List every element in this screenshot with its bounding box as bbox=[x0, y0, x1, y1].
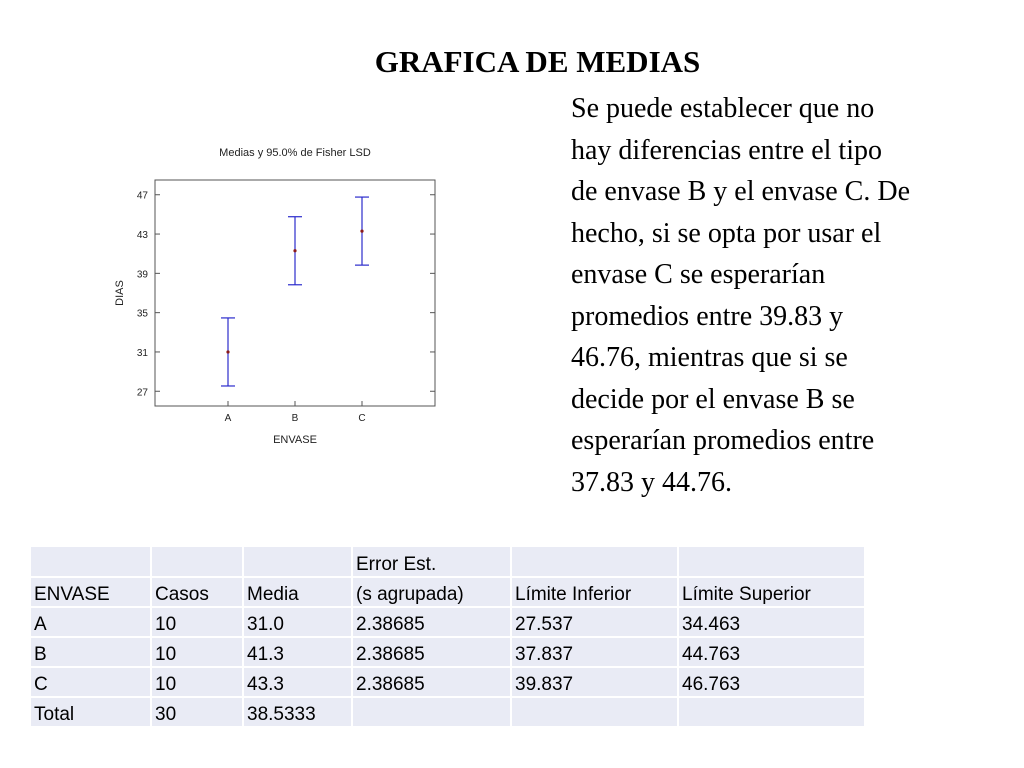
table-cell: 38.5333 bbox=[244, 698, 351, 726]
table-cell: 44.763 bbox=[679, 638, 864, 666]
table-header-cell bbox=[31, 547, 150, 576]
table-cell: Total bbox=[31, 698, 150, 726]
table-header-cell: ENVASE bbox=[31, 578, 150, 606]
body-line: hay diferencias entre el tipo bbox=[571, 134, 882, 166]
x-tick-label: A bbox=[224, 413, 232, 424]
table-header-cell: (s agrupada) bbox=[353, 578, 510, 606]
table-cell: 37.837 bbox=[512, 638, 677, 666]
body-line: envase C se esperarían bbox=[571, 259, 826, 290]
table-cell: 2.38685 bbox=[353, 668, 510, 696]
table-header-cell: Media bbox=[244, 578, 351, 606]
table-cell: B bbox=[31, 638, 150, 666]
body-line: 37.83 y 44.76. bbox=[571, 466, 732, 498]
body-line: de envase B y el envase C. De bbox=[571, 176, 910, 207]
table-header-cell: Error Est. bbox=[353, 547, 510, 576]
body-line: decide por el envase B se bbox=[571, 383, 855, 415]
table-cell: 27.537 bbox=[512, 608, 677, 636]
x-axis bbox=[225, 401, 366, 424]
table-cell: 46.763 bbox=[679, 668, 864, 696]
y-axis bbox=[137, 191, 435, 399]
table-cell: 43.3 bbox=[244, 668, 351, 696]
table-cell bbox=[512, 698, 677, 726]
table-header-row bbox=[31, 578, 864, 606]
table-header-cell bbox=[152, 547, 242, 576]
y-axis-label: DIAS bbox=[114, 280, 126, 306]
table-cell: 31.0 bbox=[244, 608, 351, 636]
table-header-cell: Límite Superior bbox=[679, 578, 864, 606]
table-cell: 2.38685 bbox=[353, 638, 510, 666]
table-header-cell: Casos bbox=[152, 578, 242, 606]
table-header-row bbox=[31, 547, 864, 576]
table-row bbox=[31, 638, 864, 666]
table-header-cell bbox=[679, 547, 864, 576]
table-header-cell: Límite Inferior bbox=[512, 578, 677, 606]
table-cell: 10 bbox=[152, 638, 242, 666]
table-cell: A bbox=[31, 608, 150, 636]
y-tick-label: 43 bbox=[136, 230, 148, 242]
body-line: hecho, si se opta por usar el bbox=[571, 217, 882, 249]
body-line: 46.76, mientras que si se bbox=[571, 342, 848, 373]
mean-point bbox=[226, 350, 229, 353]
body-line: Se puede establecer que no bbox=[571, 93, 875, 124]
y-tick-label: 39 bbox=[136, 269, 148, 281]
table-cell bbox=[679, 698, 864, 726]
y-tick-label: 35 bbox=[136, 308, 148, 320]
table-cell: 41.3 bbox=[244, 638, 351, 666]
x-tick-label: B bbox=[291, 413, 299, 424]
table-header-cell bbox=[512, 547, 677, 576]
table-cell: C bbox=[31, 668, 150, 696]
body-line: esperarían promedios entre bbox=[571, 425, 875, 456]
y-tick-label: 31 bbox=[136, 347, 148, 359]
stats-table bbox=[29, 545, 866, 728]
table-row bbox=[31, 698, 864, 726]
plot-frame bbox=[155, 180, 435, 406]
body-text bbox=[571, 88, 1011, 503]
table-row bbox=[31, 668, 864, 696]
table-cell: 10 bbox=[152, 668, 242, 696]
table-cell: 10 bbox=[152, 608, 242, 636]
slide-title: GRAFICA DE MEDIAS bbox=[374, 44, 701, 79]
table-row bbox=[31, 608, 864, 636]
table-cell: 39.837 bbox=[512, 668, 677, 696]
table-cell: 30 bbox=[152, 698, 242, 726]
y-tick-label: 47 bbox=[136, 190, 148, 202]
means-chart-svg bbox=[100, 134, 445, 460]
mean-point bbox=[293, 249, 296, 252]
interval-series bbox=[221, 197, 369, 386]
x-axis-label: ENVASE bbox=[273, 434, 317, 446]
chart-title: Medias y 95.0% de Fisher LSD bbox=[219, 147, 371, 159]
mean-point bbox=[360, 229, 363, 232]
table-cell: 2.38685 bbox=[353, 608, 510, 636]
x-tick-label: C bbox=[358, 413, 366, 424]
table-header-cell bbox=[244, 547, 351, 576]
table-cell: 34.463 bbox=[679, 608, 864, 636]
body-line: promedios entre 39.83 y bbox=[571, 300, 844, 332]
table-cell bbox=[353, 698, 510, 726]
y-tick-label: 27 bbox=[136, 387, 148, 399]
means-chart bbox=[100, 134, 445, 460]
